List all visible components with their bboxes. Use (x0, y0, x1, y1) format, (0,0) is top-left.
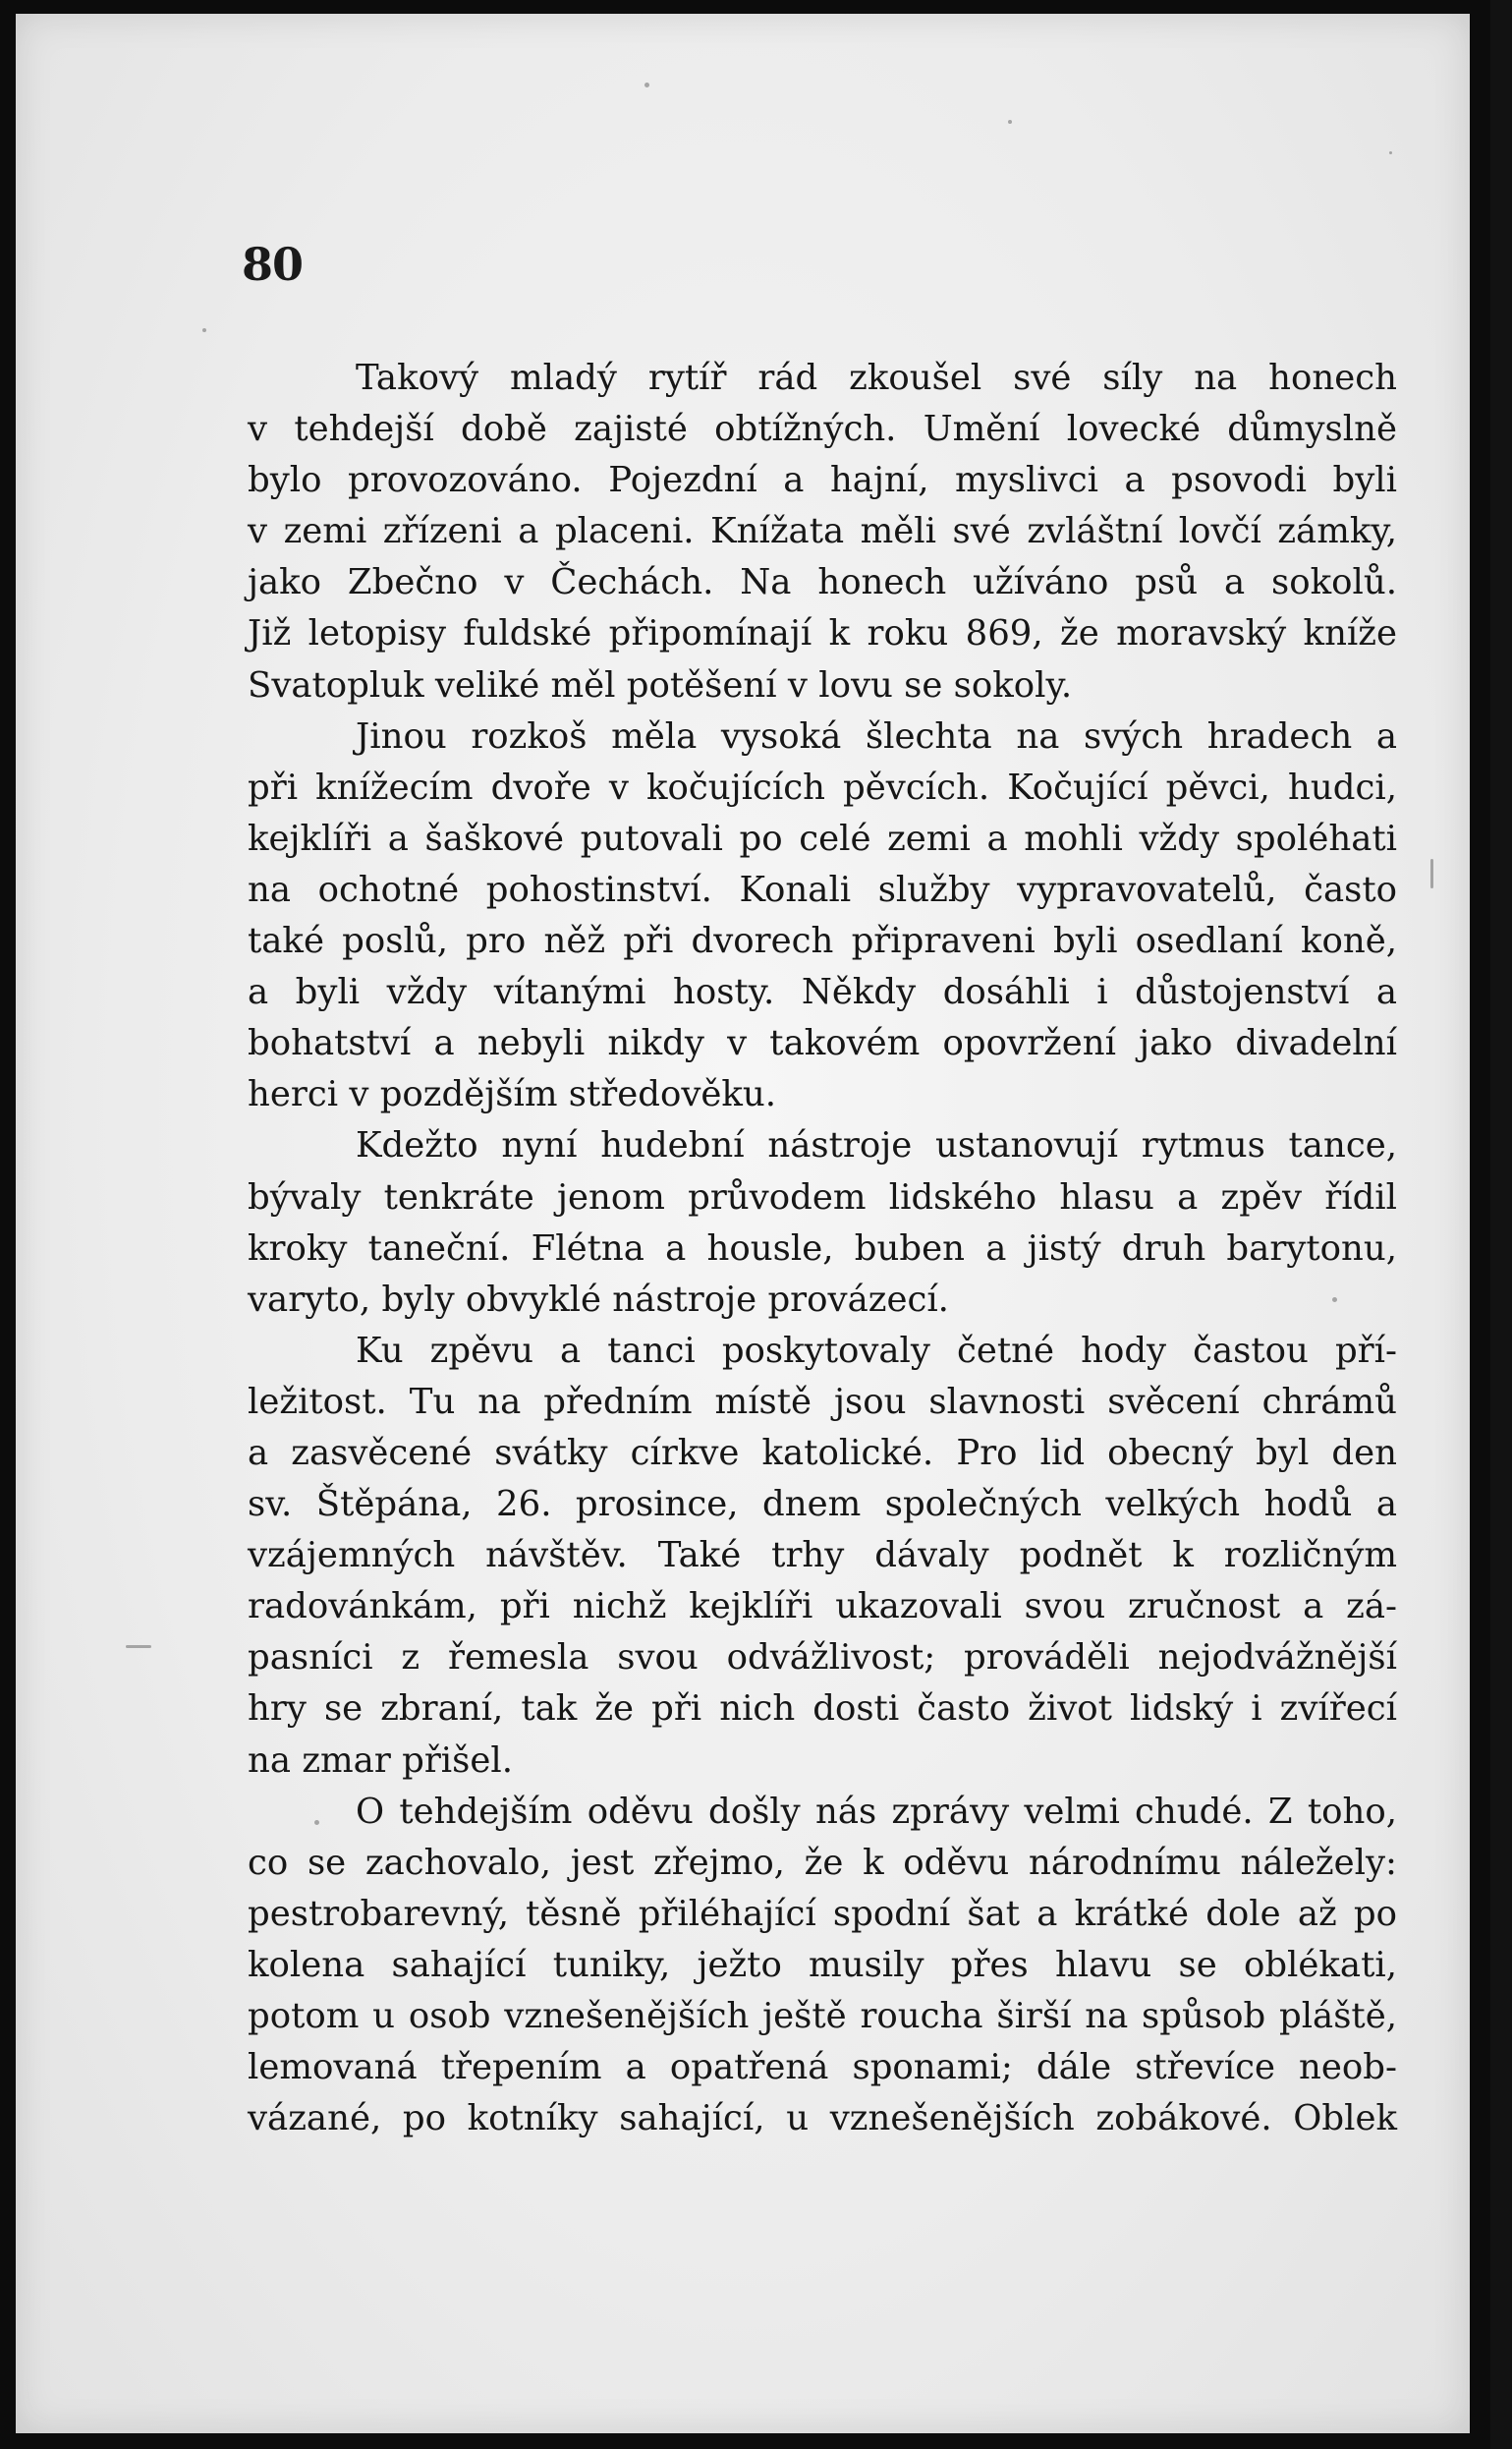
text-line: při knížecím dvoře v kočujících pěvcích. Kočující pěvci, hudci, (248, 767, 1397, 808)
text-line: Jinou rozkoš měla vysoká šlechta na svých hradech a (356, 715, 1397, 757)
text-line: radovánkám, při nichž kejklíři ukazovali svou zručnost a zá- (248, 1586, 1397, 1627)
text-line: vázané, po kotníky sahající, u vznešenějších zobákové. Oblek (248, 2098, 1397, 2139)
text-line: potom u osob vznešenějších ještě roucha širší na spůsob pláště, (248, 1996, 1397, 2036)
print-speck (314, 1820, 319, 1825)
text-line: na ochotné pohostinství. Konali služby vypravovatelů, často (248, 869, 1397, 910)
body-text (248, 353, 1397, 2144)
text-line: sv. Štěpána, 26. prosince, dnem společných velkých hodů a (248, 1484, 1397, 1525)
scan-edge (1490, 0, 1512, 2449)
text-line: Již letopisy fuldské připomínají k roku 869, že moravský kníže (248, 613, 1397, 655)
text-line: kejklíři a šaškové putovali po celé zemi a mohli vždy spoléhati (248, 818, 1397, 859)
text-line: bylo provozováno. Pojezdní a hajní, myslivci a psovodi byli (248, 460, 1397, 501)
print-speck (1430, 859, 1433, 888)
text-line: na zmar přišel. (248, 1739, 514, 1781)
text-line: lemovaná třepením a opatřená sponami; dále střevíce neob- (248, 2047, 1397, 2088)
text-line: pestrobarevný, těsně přiléhající spodní šat a krátké dole až po (248, 1893, 1397, 1934)
text-line: herci v pozdějším středověku. (248, 1074, 777, 1115)
print-speck (1389, 151, 1392, 154)
print-speck (202, 328, 206, 332)
text-line: kroky taneční. Flétna a housle, buben a jistý druh barytonu, (248, 1227, 1397, 1269)
text-line: hry se zbraní, tak že při nich dosti často život lidský i zvířecí (248, 1688, 1397, 1730)
text-line: ležitost. Tu na předním místě jsou slavnosti svěcení chrámů (248, 1381, 1397, 1422)
text-line: varyto, byly obvyklé nástroje provázecí. (248, 1279, 949, 1320)
print-speck (644, 83, 649, 87)
text-line: v tehdejší době zajisté obtížných. Umění lovecké důmyslně (248, 409, 1397, 450)
text-line: v zemi zřízeni a placeni. Knížata měli své zvláštní lovčí zámky, (248, 511, 1397, 552)
text-line: Svatopluk veliké měl potěšení v lovu se sokoly. (248, 664, 1073, 706)
text-line: a byli vždy vítanými hosty. Někdy dosáhli i důstojenství a (248, 972, 1397, 1013)
text-line: Kdežto nyní hudební nástroje ustanovují rytmus tance, (356, 1125, 1397, 1167)
text-line: bývaly tenkráte jenom průvodem lidského hlasu a zpěv řídil (248, 1176, 1397, 1218)
text-line: vzájemných návštěv. Také trhy dávaly podnět k rozličným (248, 1535, 1397, 1576)
text-line: kolena sahající tuniky, ježto musily přes hlavu se oblékati, (248, 1944, 1397, 1985)
text-line: také poslů, pro něž při dvorech připraveni byli osedlaní koně, (248, 921, 1397, 962)
page-number: 80 (242, 238, 304, 291)
text-line: co se zachovalo, jest zřejmo, že k oděvu národnímu náležely: (248, 1842, 1397, 1883)
print-speck (1332, 1297, 1337, 1302)
text-line: jako Zbečno v Čechách. Na honech užíváno psů a sokolů. (248, 562, 1397, 603)
book-page (16, 14, 1470, 2433)
text-line: bohatství a nebyli nikdy v takovém opovržení jako divadelní (248, 1023, 1397, 1064)
text-line: Ku zpěvu a tanci poskytovaly četné hody častou pří- (356, 1330, 1397, 1371)
text-line: Takový mladý rytíř rád zkoušel své síly na honech (356, 358, 1397, 398)
print-speck (126, 1645, 151, 1648)
text-line: pasníci z řemesla svou odvážlivost; prováděli nejodvážnější (248, 1637, 1397, 1679)
text-line: a zasvěcené svátky církve katolické. Pro lid obecný byl den (248, 1432, 1397, 1473)
text-line: O tehdejším oděvu došly nás zprávy velmi chudé. Z toho, (356, 1791, 1397, 1832)
print-speck (1008, 120, 1012, 124)
